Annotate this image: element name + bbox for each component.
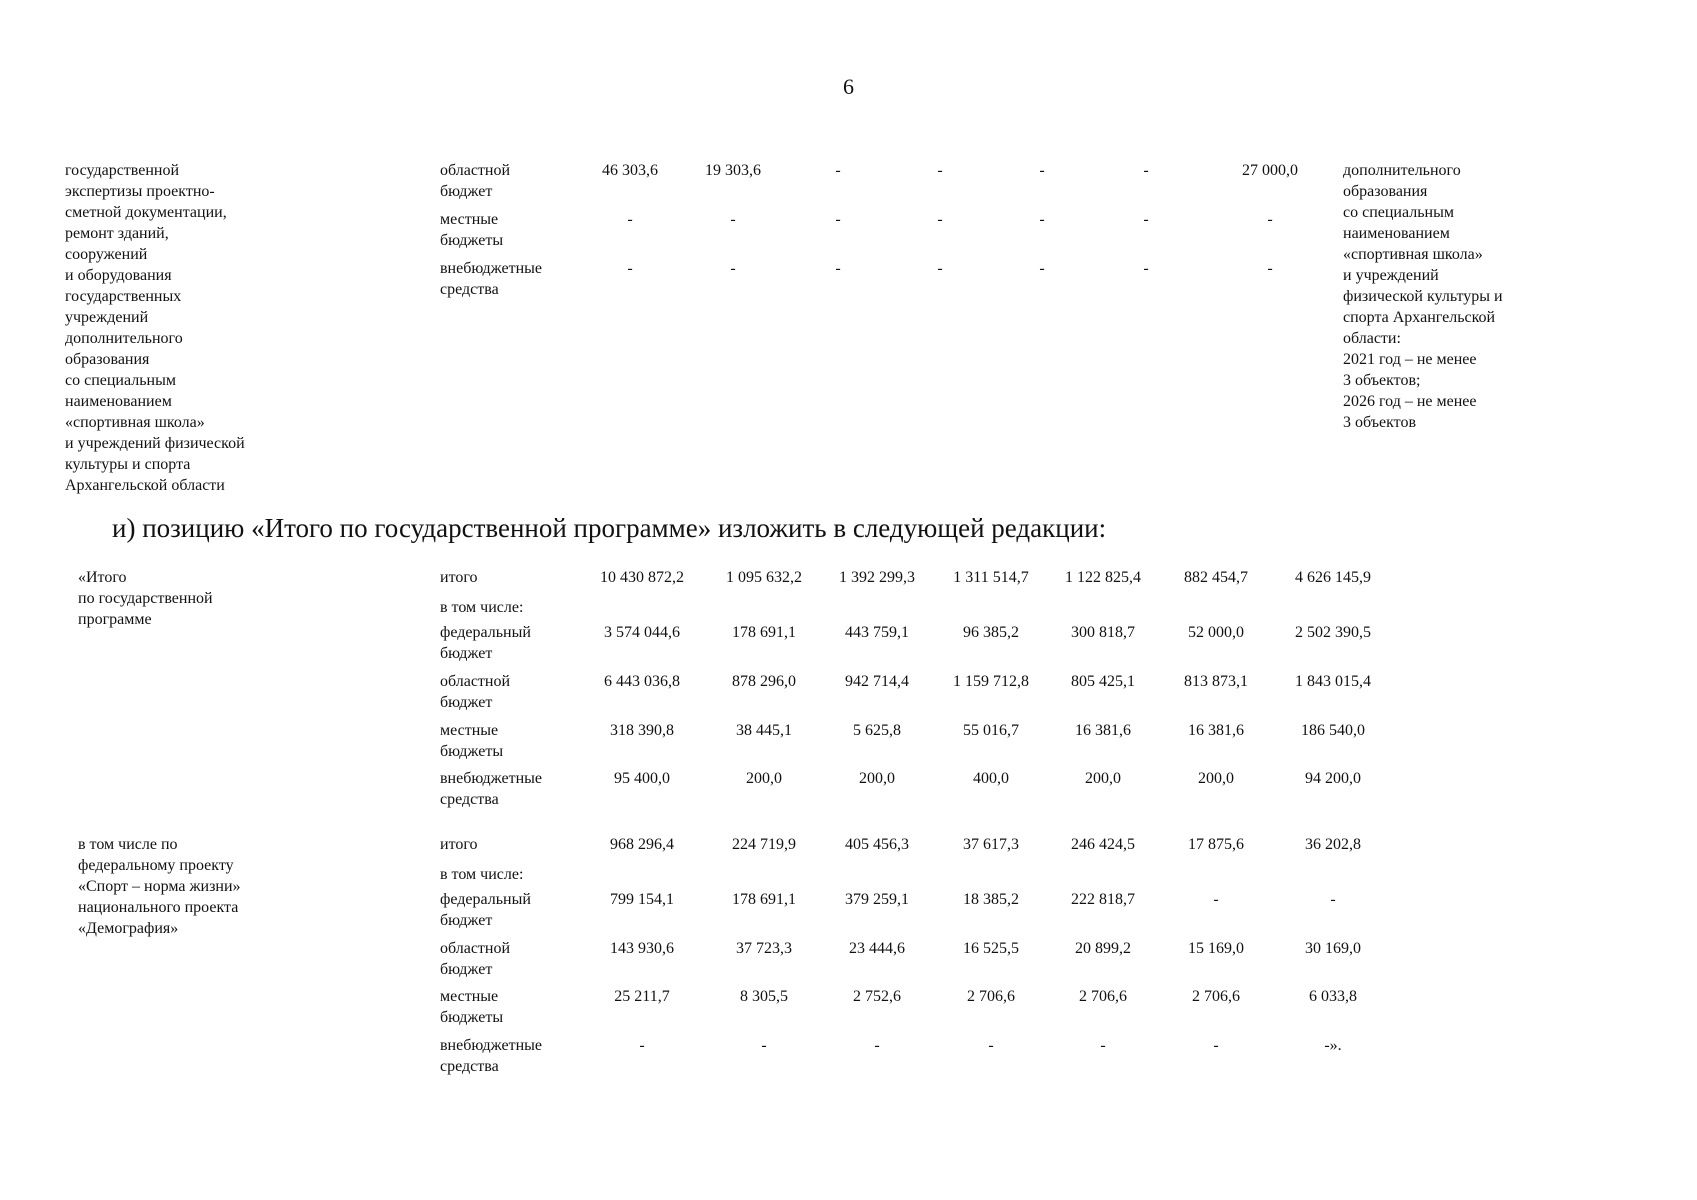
row-value-cell: - xyxy=(1213,1037,1219,1054)
row-value-cell: 300 818,7 xyxy=(1071,624,1135,641)
row-value-cell: 5 625,8 xyxy=(853,722,901,739)
row-value-cell: 2 502 390,5 xyxy=(1295,624,1371,641)
row-value-cell: - xyxy=(1267,260,1273,277)
row-value-cell: 27 000,0 xyxy=(1242,162,1298,179)
top-result-description: дополнительного образования со специальным наименованием «спортивная школа» и учреждений физической культуры и спорта Архангельской области: 2021 год – не менее 3 объектов; 2026 год – не менее 3 объектов xyxy=(1343,162,1503,431)
row-value-cell: 178 691,1 xyxy=(732,624,796,641)
row-value-cell: - xyxy=(835,260,841,277)
row-value-cell: 15 169,0 xyxy=(1188,940,1244,957)
row-value-cell: 19 303,6 xyxy=(705,162,761,179)
row-value-cell: 882 454,7 xyxy=(1184,569,1248,586)
row-value-cell: - xyxy=(835,162,841,179)
row-value-cell: - xyxy=(874,1037,880,1054)
row-value-cell: 1 095 632,2 xyxy=(726,569,802,586)
row-value-cell: 200,0 xyxy=(746,770,782,787)
row-value-cell: 25 211,7 xyxy=(614,988,670,1005)
total-description: «Итого по государственной программе xyxy=(78,569,213,628)
row-source-label: местные бюджеты xyxy=(440,988,504,1026)
row-value-cell: 968 296,4 xyxy=(610,836,674,853)
row-value-cell: 143 930,6 xyxy=(610,940,674,957)
row-source-label: местные бюджеты xyxy=(440,211,504,249)
row-value-cell: 400,0 xyxy=(973,770,1009,787)
row-value-cell: - xyxy=(1143,162,1149,179)
row-value-cell: - xyxy=(730,260,736,277)
row-source-label: в том числе: xyxy=(440,599,524,616)
top-description: государственной экспертизы проектно- сметной документации, ремонт зданий, сооружений и оборудования государственных учреждений дополнительного образования со специальным наименованием «спортивная школа» и учреждений физической культуры и спорта Архангельской области xyxy=(65,162,245,494)
row-value-cell: 6 033,8 xyxy=(1309,988,1357,1005)
row-value-cell: 178 691,1 xyxy=(732,891,796,908)
row-value-cell: 37 723,3 xyxy=(736,940,792,957)
row-value-cell: 16 525,5 xyxy=(963,940,1019,957)
row-value-cell: 2 752,6 xyxy=(853,988,901,1005)
row-value-cell: 36 202,8 xyxy=(1305,836,1361,853)
row-value-cell: 20 899,2 xyxy=(1075,940,1131,957)
row-value-cell: - xyxy=(1039,162,1045,179)
row-value-cell: 405 456,3 xyxy=(845,836,909,853)
row-value-cell: 318 390,8 xyxy=(610,722,674,739)
row-value-cell: - xyxy=(627,211,633,228)
row-value-cell: 38 445,1 xyxy=(736,722,792,739)
row-value-cell: - xyxy=(1100,1037,1106,1054)
row-value-cell: 16 381,6 xyxy=(1188,722,1244,739)
row-value-cell: 30 169,0 xyxy=(1305,940,1361,957)
row-value-cell: - xyxy=(1039,260,1045,277)
row-value-cell: 224 719,9 xyxy=(732,836,796,853)
row-value-cell: 3 574 044,6 xyxy=(604,624,680,641)
row-value-cell: -». xyxy=(1324,1037,1342,1054)
row-value-cell: - xyxy=(761,1037,767,1054)
row-value-cell: - xyxy=(1267,211,1273,228)
row-value-cell: 805 425,1 xyxy=(1071,673,1135,690)
row-value-cell: 1 159 712,8 xyxy=(953,673,1029,690)
row-value-cell: 222 818,7 xyxy=(1071,891,1135,908)
row-source-label: федеральный бюджет xyxy=(440,891,531,929)
row-value-cell: - xyxy=(1039,211,1045,228)
row-value-cell: 94 200,0 xyxy=(1305,770,1361,787)
row-value-cell: - xyxy=(988,1037,994,1054)
row-value-cell: 379 259,1 xyxy=(845,891,909,908)
row-value-cell: 37 617,3 xyxy=(963,836,1019,853)
row-value-cell: 443 759,1 xyxy=(845,624,909,641)
row-value-cell: 186 540,0 xyxy=(1301,722,1365,739)
row-value-cell: 2 706,6 xyxy=(1079,988,1127,1005)
row-source-label: внебюджетные средства xyxy=(440,260,542,298)
row-value-cell: 1 122 825,4 xyxy=(1065,569,1141,586)
row-source-label: внебюджетные средства xyxy=(440,1037,542,1075)
row-value-cell: - xyxy=(937,211,943,228)
row-value-cell: - xyxy=(937,260,943,277)
row-value-cell: 95 400,0 xyxy=(614,770,670,787)
project-description: в том числе по федеральному проекту «Спорт – норма жизни» национального проекта «Демография» xyxy=(78,836,241,937)
row-value-cell: 2 706,6 xyxy=(1192,988,1240,1005)
row-value-cell: 813 873,1 xyxy=(1184,673,1248,690)
row-source-label: областной бюджет xyxy=(440,162,511,200)
row-value-cell: 1 843 015,4 xyxy=(1295,673,1371,690)
row-source-label: областной бюджет xyxy=(440,940,511,978)
row-value-cell: 52 000,0 xyxy=(1188,624,1244,641)
row-value-cell: 200,0 xyxy=(1085,770,1121,787)
row-value-cell: 23 444,6 xyxy=(849,940,905,957)
page-number: 6 xyxy=(843,74,854,99)
row-value-cell: 8 305,5 xyxy=(740,988,788,1005)
row-source-label: итого xyxy=(440,569,478,586)
row-value-cell: 46 303,6 xyxy=(602,162,658,179)
row-value-cell: 96 385,2 xyxy=(963,624,1019,641)
row-value-cell: 4 626 145,9 xyxy=(1295,569,1371,586)
row-source-label: местные бюджеты xyxy=(440,722,504,760)
row-value-cell: - xyxy=(639,1037,645,1054)
row-value-cell: 6 443 036,8 xyxy=(604,673,680,690)
instruction-text: и) позицию «Итого по государственной программе» изложить в следующей редакции: xyxy=(112,513,1107,543)
row-value-cell: - xyxy=(730,211,736,228)
row-value-cell: 1 311 514,7 xyxy=(953,569,1029,586)
row-source-label: итого xyxy=(440,836,478,853)
row-value-cell: 2 706,6 xyxy=(967,988,1015,1005)
row-source-label: областной бюджет xyxy=(440,673,511,711)
row-value-cell: - xyxy=(937,162,943,179)
row-value-cell: 878 296,0 xyxy=(732,673,796,690)
row-value-cell: 1 392 299,3 xyxy=(839,569,915,586)
row-source-label: федеральный бюджет xyxy=(440,624,531,662)
row-value-cell: - xyxy=(1213,891,1219,908)
row-value-cell: 799 154,1 xyxy=(610,891,674,908)
row-value-cell: 200,0 xyxy=(1198,770,1234,787)
row-value-cell: 16 381,6 xyxy=(1075,722,1131,739)
row-source-label: внебюджетные средства xyxy=(440,770,542,808)
row-value-cell: 18 385,2 xyxy=(963,891,1019,908)
row-value-cell: 17 875,6 xyxy=(1188,836,1244,853)
row-value-cell: 942 714,4 xyxy=(845,673,909,690)
row-value-cell: - xyxy=(835,211,841,228)
row-value-cell: - xyxy=(1143,211,1149,228)
row-value-cell: 55 016,7 xyxy=(963,722,1019,739)
row-value-cell: 246 424,5 xyxy=(1071,836,1135,853)
row-value-cell: - xyxy=(627,260,633,277)
row-value-cell: - xyxy=(1143,260,1149,277)
row-value-cell: - xyxy=(1330,891,1336,908)
row-value-cell: 10 430 872,2 xyxy=(600,569,684,586)
row-value-cell: 200,0 xyxy=(859,770,895,787)
row-source-label: в том числе: xyxy=(440,866,524,883)
